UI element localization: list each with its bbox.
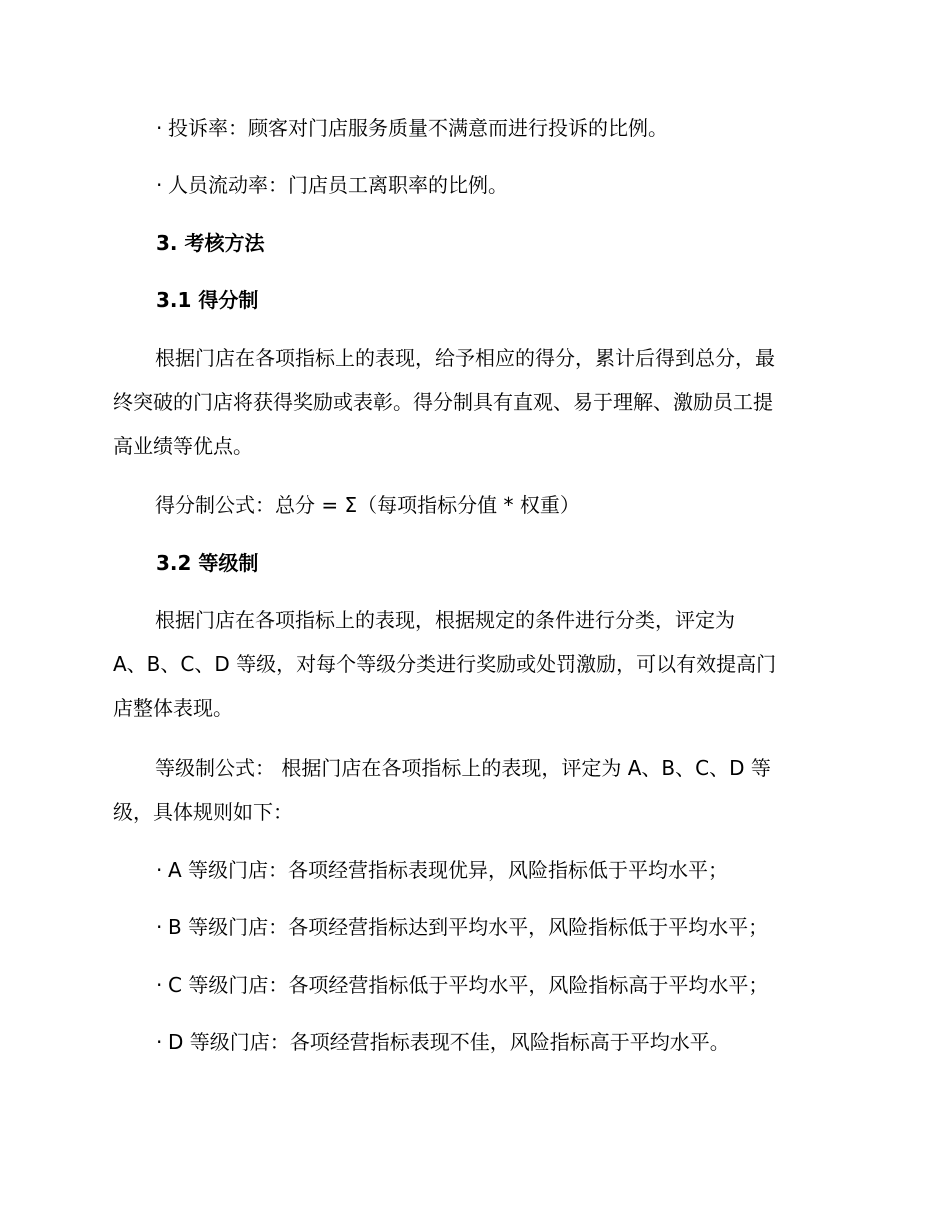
bullet-dot: · [156,1030,163,1054]
paragraph-line: 级，具体规则如下： [113,800,293,824]
grade-item-c [156,963,846,1007]
bullet-dot: · [156,116,163,140]
paragraph-line: 等级制公式： 根据门店在各项指标上的表现，评定为 A、B、C、D 等 [155,756,771,780]
formula-score-system: 得分制公式：总分 = Σ（每项指标分值 * 权重） [155,493,580,517]
paragraph-line: A、B、C、D 等级，对每个等级分类进行奖励或处罚激励，可以有效提高门 [113,652,777,676]
paragraph-line: 根据门店在各项指标上的表现，给予相应的得分，累计后得到总分，最 [155,346,775,370]
paragraph-line: 高业绩等优点。 [113,434,253,458]
bullet-text: A 等级门店：各项经营指标表现优异，风险指标低于平均水平； [168,858,729,882]
subsection-heading-score-system: 3.1 得分制 [156,288,259,312]
grade-item-a [156,848,846,892]
paragraph-grade-system [113,598,833,730]
bullet-text: D 等级门店：各项经营指标表现不佳，风险指标高于平均水平。 [168,1030,730,1054]
formula-grade-system [113,746,833,834]
bullet-text: B 等级门店：各项经营指标达到平均水平，风险指标低于平均水平； [168,915,769,939]
paragraph-line: 终突破的门店将获得奖励或表彰。得分制具有直观、易于理解、激励员工提 [113,390,773,414]
bullet-text: 人员流动率：门店员工离职率的比例。 [168,173,508,197]
bullet-dot: · [156,173,163,197]
bullet-dot: · [156,973,163,997]
grade-item-d [156,1020,846,1064]
bullet-text: 投诉率：顾客对门店服务质量不满意而进行投诉的比例。 [168,116,668,140]
paragraph-line: 店整体表现。 [113,696,233,720]
paragraph-line: 根据门店在各项指标上的表现，根据规定的条件进行分类，评定为 [155,608,735,632]
bullet-dot: · [156,858,163,882]
grade-item-b [156,905,846,949]
paragraph-score-system [113,336,833,468]
bullet-turnover-rate [156,163,846,207]
section-heading-assessment-methods: 3. 考核方法 [156,231,265,255]
bullet-dot: · [156,915,163,939]
bullet-text: C 等级门店：各项经营指标低于平均水平，风险指标高于平均水平； [168,973,769,997]
subsection-heading-grade-system: 3.2 等级制 [156,551,259,575]
bullet-complaint-rate [156,106,846,150]
